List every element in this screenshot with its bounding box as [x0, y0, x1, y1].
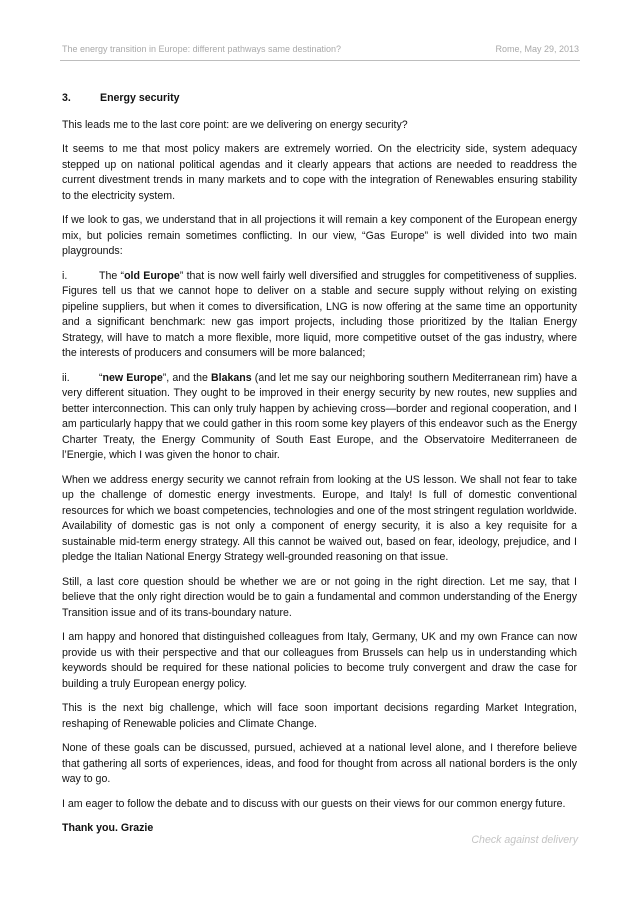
paragraph-8: I am happy and honored that distinguished colleagues from Italy, Germany, UK and my own France can now provide us with their perspective and that our colleagues from Brussels can help us in understanding which keywords should be required for these national policies to become truly convergent and draw the case for building a truly European energy policy.: [62, 631, 577, 690]
list-item-number: i.: [62, 269, 68, 282]
footer-note: Check against delivery: [471, 834, 578, 846]
list-item-number: ii.: [62, 371, 70, 384]
paragraph-9: This is the next big challenge, which will face soon important decisions regarding Market Integration, reshaping of Renewable policies and Climate Change.: [62, 702, 577, 730]
text-fragment: (and let me say our neighboring southern Mediterranean rim) have a very different situation. They ought to be improved in their energy security by new routes, new supplies and better interconnection. This can only truly happen by achieving cross—border and regional cooperation, and I am particularly happy that we could gather in this room some key players of this endeavor such as the Energy Charter Treaty, the Energy Community of South East Europe, and the Observatoire Mediterraneen de l’Energie, which I was given the honor to chair.: [62, 371, 577, 461]
list-item-new-europe: [62, 371, 577, 464]
header-divider: [60, 60, 580, 61]
bold-term: old Europe: [124, 269, 180, 282]
header-title: The energy transition in Europe: different pathways same destination?: [62, 44, 341, 54]
bold-term: Blakans: [211, 371, 252, 384]
header-date: Rome, May 29, 2013: [495, 44, 579, 54]
paragraph-7: Still, a last core question should be whether we are or not going in the right direction. Let me say, that I believe that the only right direction would be to gain a fundamental and common understanding of the Energy Transition issue and of its trans-boundary nature.: [62, 575, 577, 619]
closing-line: Thank you. Grazie: [62, 822, 154, 834]
paragraph-10: None of these goals can be discussed, pursued, achieved at a national level alone, and I therefore believe that gathering all sorts of experiences, ideas, and food for thought from across all national borders is the only way to go.: [62, 742, 577, 785]
text-fragment: ”, and the: [162, 371, 212, 384]
paragraph-1: This leads me to the last core point: are we delivering on energy security?: [62, 118, 408, 131]
bold-term: new Europe: [102, 371, 163, 384]
paragraph-2: It seems to me that most policy makers are extremely worried. On the electricity side, system adequacy stepped up on national political agendas and it clearly appears that actions are needed to readdress the current divestment trends in many markets and to cope with the integration of Renewables ensuring stability to the electricity system.: [62, 143, 577, 202]
list-item-old-europe: [62, 269, 577, 362]
paragraph-11: I am eager to follow the debate and to discuss with our guests on their views for our common energy future.: [62, 797, 566, 810]
text-fragment: ” that is now well fairly well diversified and struggles for competitiveness of supplies. Figures tell us that we cannot hope to deliver on a stable and secure supply without relying on existing pipeline suppliers, but when it comes to diversification, LNG is now offering at the same time an opportunity and a significant benchmark: new gas import projects, including those prioritized by the Italian Energy Strategy, will have to match a more flexible, more liquid, more competitive outset of the gas industry, where the interests of producers and consumers will be more balanced;: [62, 269, 577, 359]
page-header: [62, 44, 579, 60]
section-number: 3.: [62, 92, 71, 104]
document-body: [62, 91, 577, 846]
section-title: Energy security: [100, 92, 180, 104]
text-fragment: The “: [99, 269, 125, 282]
section-heading: [62, 91, 577, 107]
paragraph-6: When we address energy security we cannot refrain from looking at the US lesson. We shall not fear to take up the challenge of domestic energy investments. Europe, and Italy! Is full of domestic conventional resources for which we boast competencies, technologies and one of the most stringent regulation worldwide. Availability of domestic gas is not only a component of energy security, it is also a key requisite for a sustainable mid-term energy strategy. All this cannot be waived out, based on fear, ideology, prejudice, and I pledge the Italian National Energy Strategy well-grounded reasoning on that issue.: [62, 473, 577, 563]
text-fragment: “: [99, 371, 103, 384]
paragraph-3: If we look to gas, we understand that in all projections it will remain a key component of the European energy mix, but policies remain sometimes conflicting. In our view, “Gas Europe” is well divided into two main playgrounds:: [62, 214, 577, 257]
